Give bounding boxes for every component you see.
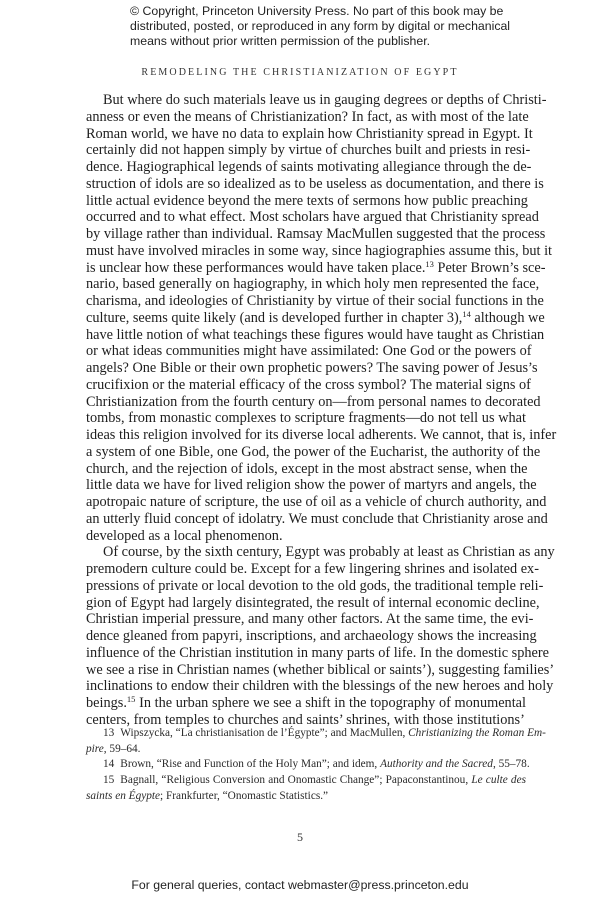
footnote-line: 15 Bagnall, “Religious Conversion and Onomastic Change”; Papaconstantinou, Le culte des (103, 774, 526, 787)
text-line: apotropaic nature of scripture, the use of oil as a vehicle of church authority, and (86, 494, 547, 510)
footnote-ref[interactable]: 13 (425, 258, 434, 269)
text-line: influence of the Christian institution in many parts of life. In the domestic sphere (86, 644, 549, 661)
text-line: ideas this religion involved for its diverse local adherents. We cannot, that is, infer (86, 427, 557, 443)
footnote-15 (86, 773, 526, 804)
text-line: or what ideas communities might have assimilated: One God or the powers of (86, 343, 532, 360)
text-line: a system of one Bible, one God, the power of the Eucharist, the authority of the (86, 443, 541, 460)
text-line: tombs, from monastic complexes to scripture fragments—do not tell us what (86, 410, 526, 427)
page-number: 5 (297, 830, 303, 844)
paragraph-1 (86, 92, 557, 544)
text-line: centers, from temples to churches and saints’ shrines, with those institutions’ (86, 711, 525, 728)
copyright-line: means without prior written permission of the publisher. (130, 34, 431, 49)
text-line: premodern culture could be. Except for a few lingering shrines and isolated ex- (86, 561, 539, 577)
text-line: Christian imperial pressure, and many other factors. At the same time, the evi- (86, 611, 534, 628)
text-line: developed as a local phenomenon. (86, 527, 283, 544)
footnote-line: pire, 59–64. (86, 742, 141, 755)
footnote-13 (86, 726, 546, 757)
text-line: gion of Egypt had largely disintegrated, the result of internal economic decline, (86, 594, 540, 611)
footnote-ref[interactable]: 14 (462, 308, 471, 319)
text-line: must have involved miracles in some way, since hagiographies assume this, but it (86, 242, 553, 259)
text-line: dence gleaned from papyri, inscriptions, and archaeology shows the increasing (86, 628, 537, 644)
copyright-notice (130, 4, 510, 50)
copyright-line: © Copyright, Princeton University Press. No part of this book may be (130, 4, 504, 18)
copyright-line: distributed, posted, or reproduced in any form by digital or mechanical (130, 19, 511, 34)
text-line: certainly did not happen simply by virtue of churches built and priests in resi- (86, 142, 531, 159)
text-line: beings.$^{15}$ In the urban sphere we see a shift in the topography of monumental (86, 694, 526, 711)
text-line: inclinations to endow their children with the blessings of the new heroes and holy (86, 678, 554, 695)
text-line: little actual evidence beyond the mere texts of sermons how public preaching (86, 192, 528, 209)
text-line: dence. Hagiographical legends of saints motivating allegiance through the de- (86, 159, 532, 175)
footnote-line: 13 Wipszycka, “La christianisation de l’Égypte”; and MacMullen, Christianizing the Roman Em- (103, 727, 546, 739)
text-line: But where do such materials leave us in gauging degrees or depths of Christi- (103, 92, 547, 108)
footnote-14 (86, 757, 530, 773)
text-line: angels? One Bible or their own prophetic powers? The saving power of Jesus’s (86, 360, 538, 376)
text-line: anness or even the means of Christianization? In fact, as with most of the late (86, 108, 529, 125)
text-line: little data we have for lived religion show the power of martyrs and angels, the (86, 477, 537, 494)
text-line: by village rather than individual. Ramsay MacMullen suggested that the process (86, 226, 546, 242)
text-line: crucifixion or the material efficacy of the cross symbol? The material signs of (86, 376, 531, 393)
footnote-line: 14 Brown, “Rise and Function of the Holy Man”; and idem, Authority and the Sacred, 55–78. (103, 758, 530, 771)
text-line: Christianization from the fourth century on—from personal names to decorated (86, 393, 541, 410)
footnote-ref[interactable]: 15 (126, 694, 136, 704)
footnotes (86, 726, 546, 805)
text-line: an utterly fluid concept of idolatry. We must conclude that Christianity arose and (86, 510, 548, 527)
footer-contact: For general queries, contact webmaster@press.princeton.edu (131, 878, 469, 892)
footnote-number: 14 (103, 758, 115, 771)
text-line: church, and the rejection of idols, except in the most abstract sense, when the (86, 460, 528, 477)
text-line: charisma, and ideologies of Christianity by virtue of their social functions in the (86, 293, 544, 309)
text-line: nario, based generally on hagiography, in which holy men represented the face, (86, 276, 540, 293)
text-line: struction of idols are so idealized as to be useless as documentation, and there is (86, 175, 544, 192)
text-line: occurred and to what effect. Most scholars have argued that Christianity spread (86, 209, 539, 226)
running-head: REMODELING THE CHRISTIANIZATION OF EGYPT (141, 67, 459, 78)
text-line: Of course, by the sixth century, Egypt was probably at least as Christian as any (103, 544, 555, 561)
text-line: we see a rise in Christian names (whether biblical or saints’), suggesting families’ (86, 661, 555, 678)
text-line: have little notion of what teachings these figures would have taught as Christian (86, 326, 545, 343)
text-line: is unclear how these performances would have taken place.$^{13}$ Peter Brown’s sce- (86, 258, 546, 276)
text-line: culture, seems quite likely (and is developed further in chapter 3),$^{14}$ although we (86, 308, 545, 326)
footnote-number: 15 (103, 774, 115, 787)
paragraph-2 (86, 544, 555, 728)
text-line: Roman world, we have no data to explain how Christianity spread in Egypt. It (86, 125, 533, 142)
footnote-number: 13 (103, 727, 115, 739)
body-text (86, 92, 557, 729)
footnote-line: saints en Égypte; Frankfurter, “Onomastic Statistics.” (86, 789, 329, 802)
text-line: pressions of private or local devotion to the old gods, the traditional temple reli- (86, 577, 544, 594)
